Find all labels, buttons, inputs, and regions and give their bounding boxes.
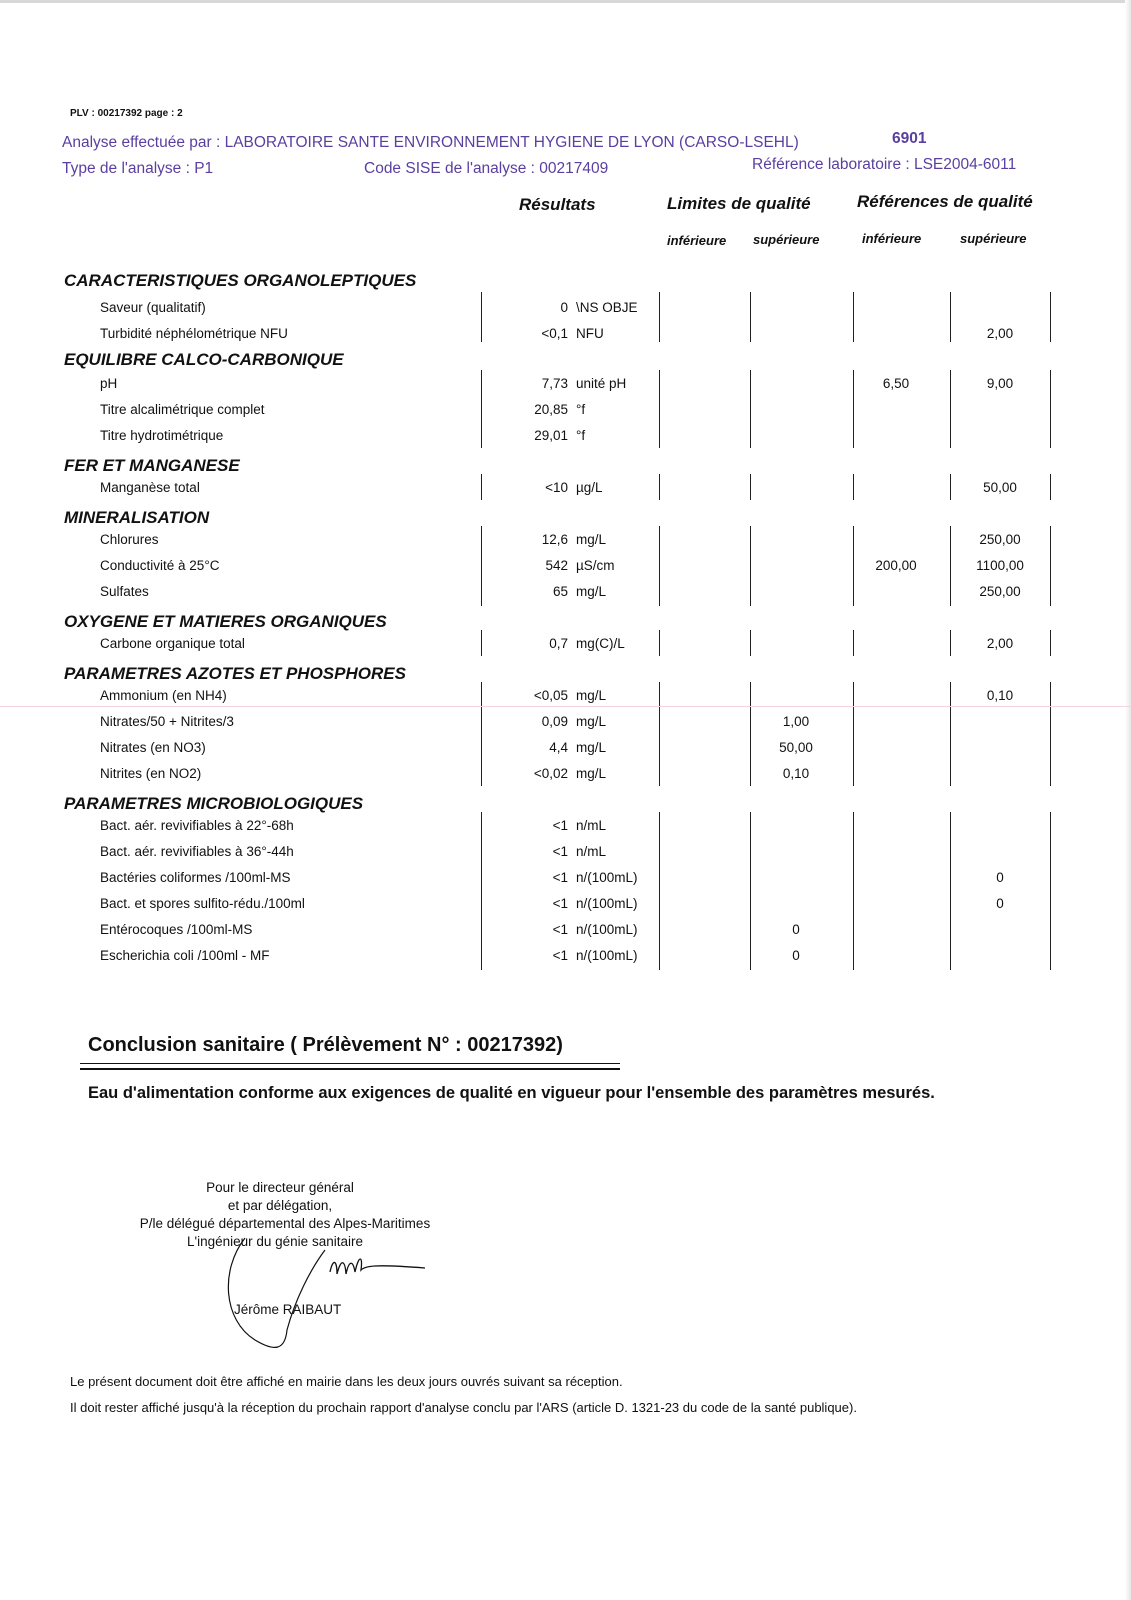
result-unit: unité pH [576, 376, 627, 391]
conclusion-title: Conclusion sanitaire ( Prélèvement N° : 00217392) [88, 1034, 563, 1056]
column-separator [750, 474, 751, 500]
column-separator [853, 682, 854, 786]
result-value: <1 [552, 896, 568, 911]
result-unit: mg/L [576, 714, 607, 729]
limit-superieure: 50,00 [779, 740, 813, 755]
reference-inferieure: 200,00 [875, 558, 917, 573]
column-separator [481, 474, 482, 500]
column-separator [481, 630, 482, 656]
result-unit: NFU [576, 326, 604, 341]
column-separator [853, 292, 854, 342]
result-unit: n/(100mL) [576, 870, 638, 885]
lab-code: 6901 [892, 130, 927, 147]
signatory-name: Jérôme RAIBAUT [234, 1302, 342, 1317]
column-separator [853, 526, 854, 606]
result-unit: °f [576, 402, 586, 417]
parameter-name: Entérocoques /100ml-MS [100, 922, 253, 937]
column-separator [750, 292, 751, 342]
col-ref-superieure: supérieure [960, 231, 1027, 246]
parameter-name: Carbone organique total [100, 636, 245, 651]
result-value: 7,73 [541, 376, 568, 391]
section-title: CARACTERISTIQUES ORGANOLEPTIQUES [64, 271, 417, 290]
result-unit: n/(100mL) [576, 896, 638, 911]
reference-superieure: 9,00 [986, 376, 1014, 391]
conclusion-text: Eau d'alimentation conforme aux exigences de qualité en vigueur pour l'ensemble des paramètres mesurés. [88, 1084, 935, 1102]
result-unit: n/(100mL) [576, 922, 638, 937]
column-separator [481, 812, 482, 970]
column-separator [659, 812, 660, 970]
result-unit: \NS OBJE [576, 300, 638, 315]
column-separator [1050, 682, 1051, 786]
parameter-name: Bact. et spores sulfito-rédu./100ml [100, 896, 305, 911]
column-separator [750, 812, 751, 970]
column-separator [1050, 812, 1051, 970]
result-unit: n/(100mL) [576, 948, 638, 963]
col-lim-inferieure: inférieure [667, 233, 727, 248]
column-separator [1050, 526, 1051, 606]
column-separator [1050, 292, 1051, 342]
section-title: EQUILIBRE CALCO-CARBONIQUE [64, 350, 344, 369]
code-sise: Code SISE de l'analyse : 00217409 [364, 160, 609, 177]
reference-superieure: 0 [996, 870, 1004, 885]
result-value: 0,7 [549, 636, 568, 651]
handwritten-signature-icon [225, 1230, 435, 1360]
parameter-name: Manganèse total [100, 480, 200, 495]
column-separator [750, 682, 751, 786]
column-separator [659, 526, 660, 606]
column-separator [750, 630, 751, 656]
result-value: <1 [552, 922, 568, 937]
result-unit: mg/L [576, 740, 607, 755]
limit-superieure: 0,10 [782, 766, 810, 781]
column-separator [950, 526, 951, 606]
parameter-name: Bactéries coliformes /100ml-MS [100, 870, 291, 885]
limit-superieure: 1,00 [782, 714, 810, 729]
result-value: 542 [545, 558, 568, 573]
section-title: OXYGENE ET MATIERES ORGANIQUES [64, 612, 387, 631]
result-unit: °f [576, 428, 586, 443]
result-unit: mg/L [576, 766, 607, 781]
column-separator [659, 630, 660, 656]
result-value: <1 [552, 870, 568, 885]
section-title: MINERALISATION [64, 508, 210, 527]
result-unit: µS/cm [576, 558, 615, 573]
column-separator [853, 474, 854, 500]
parameter-name: Conductivité à 25°C [100, 558, 220, 573]
scan-edge-top [0, 0, 1131, 3]
parameter-name: Nitrates/50 + Nitrites/3 [100, 714, 234, 729]
parameter-name: Turbidité néphélométrique NFU [100, 326, 288, 341]
column-separator [659, 474, 660, 500]
parameter-name: Saveur (qualitatif) [100, 300, 206, 315]
result-value: 0,09 [541, 714, 568, 729]
conclusion-rule-double [80, 1068, 620, 1070]
result-unit: n/mL [576, 844, 607, 859]
type-analyse: Type de l'analyse : P1 [62, 160, 214, 177]
result-value: <10 [545, 480, 568, 495]
column-separator [750, 526, 751, 606]
col-references-qualite: Références de qualité [857, 192, 1033, 211]
section-title: PARAMETRES AZOTES ET PHOSPHORES [64, 664, 406, 683]
limit-superieure: 0 [792, 948, 800, 963]
result-unit: mg/L [576, 532, 607, 547]
reference-superieure: 50,00 [983, 480, 1017, 495]
col-limites-qualite: Limites de qualité [667, 194, 811, 213]
parameter-name: Nitrates (en NO3) [100, 740, 206, 755]
limit-superieure: 0 [792, 922, 800, 937]
column-separator [950, 474, 951, 500]
parameter-name: Chlorures [100, 532, 159, 547]
col-resultats: Résultats [519, 195, 596, 214]
result-unit: µg/L [576, 480, 603, 495]
column-separator [950, 292, 951, 342]
reference-superieure: 250,00 [979, 532, 1021, 547]
column-separator [950, 682, 951, 786]
column-separator [1050, 630, 1051, 656]
column-separator [853, 630, 854, 656]
reference-superieure: 250,00 [979, 584, 1021, 599]
parameter-name: Ammonium (en NH4) [100, 688, 227, 703]
section-title: FER ET MANGANESE [64, 456, 240, 475]
column-separator [659, 370, 660, 448]
plv-page-ref: PLV : 00217392 page : 2 [70, 108, 183, 119]
column-separator [950, 630, 951, 656]
column-separator [481, 370, 482, 448]
reference-laboratoire: Référence laboratoire : LSE2004-6011 [752, 156, 1017, 173]
result-value: <1 [552, 948, 568, 963]
result-value: 65 [552, 584, 568, 599]
result-value: <1 [552, 844, 568, 859]
analyse-par: Analyse effectuée par : LABORATOIRE SANTE ENVIRONNEMENT HYGIENE DE LYON (CARSO-LSEHL) [62, 134, 799, 151]
reference-superieure: 0,10 [986, 688, 1014, 703]
signature-line-4: L'ingénieur du génie sanitaire [187, 1234, 363, 1249]
column-separator [950, 370, 951, 448]
result-unit: mg(C)/L [576, 636, 625, 651]
footer-line-2: Il doit rester affiché jusqu'à la réception du prochain rapport d'analyse conclu par l'ARS (article D. 1321-23 du code de la santé publique). [70, 1400, 857, 1415]
reference-superieure: 1100,00 [976, 558, 1024, 573]
col-ref-inferieure: inférieure [862, 231, 922, 246]
conclusion-rule [80, 1063, 620, 1064]
result-value: 4,4 [549, 740, 568, 755]
column-separator [481, 292, 482, 342]
reference-inferieure: 6,50 [882, 376, 910, 391]
reference-superieure: 2,00 [986, 326, 1014, 341]
column-separator [1050, 370, 1051, 448]
result-unit: n/mL [576, 818, 607, 833]
reference-superieure: 2,00 [986, 636, 1014, 651]
signature-line-1: Pour le directeur général [206, 1180, 354, 1195]
parameter-name: Bact. aér. revivifiables à 22°-68h [100, 818, 294, 833]
parameter-name: Titre hydrotimétrique [100, 428, 224, 443]
section-title: PARAMETRES MICROBIOLOGIQUES [64, 794, 364, 813]
result-value: <0,1 [541, 326, 568, 341]
reference-superieure: 0 [996, 896, 1004, 911]
result-value: 29,01 [534, 428, 568, 443]
result-value: 12,6 [541, 532, 568, 547]
parameter-name: Titre alcalimétrique complet [100, 402, 265, 417]
parameter-name: pH [100, 376, 118, 391]
column-separator [853, 370, 854, 448]
result-unit: mg/L [576, 688, 607, 703]
column-separator [750, 370, 751, 448]
footer-line-1: Le présent document doit être affiché en mairie dans les deux jours ouvrés suivant sa réception. [70, 1374, 623, 1389]
parameter-name: Sulfates [100, 584, 149, 599]
col-lim-superieure: supérieure [753, 232, 820, 247]
column-separator [950, 812, 951, 970]
column-separator [481, 526, 482, 606]
column-separator [659, 292, 660, 342]
result-value: 20,85 [534, 402, 568, 417]
result-unit: mg/L [576, 584, 607, 599]
signature-line-3: P/le délégué départemental des Alpes-Maritimes [139, 1216, 431, 1231]
parameter-name: Nitrites (en NO2) [100, 766, 202, 781]
column-separator [1050, 474, 1051, 500]
result-value: 0 [560, 300, 568, 315]
parameter-name: Bact. aér. revivifiables à 36°-44h [100, 844, 294, 859]
result-value: <0,05 [533, 688, 568, 703]
column-separator [481, 682, 482, 786]
signature-line-2: et par délégation, [227, 1198, 333, 1213]
scan-edge-right [1125, 0, 1131, 1600]
column-separator [853, 812, 854, 970]
parameter-name: Escherichia coli /100ml - MF [100, 948, 270, 963]
scan-artifact-line [0, 706, 1131, 707]
result-value: <1 [552, 818, 568, 833]
column-separator [659, 682, 660, 786]
result-value: <0,02 [533, 766, 568, 781]
